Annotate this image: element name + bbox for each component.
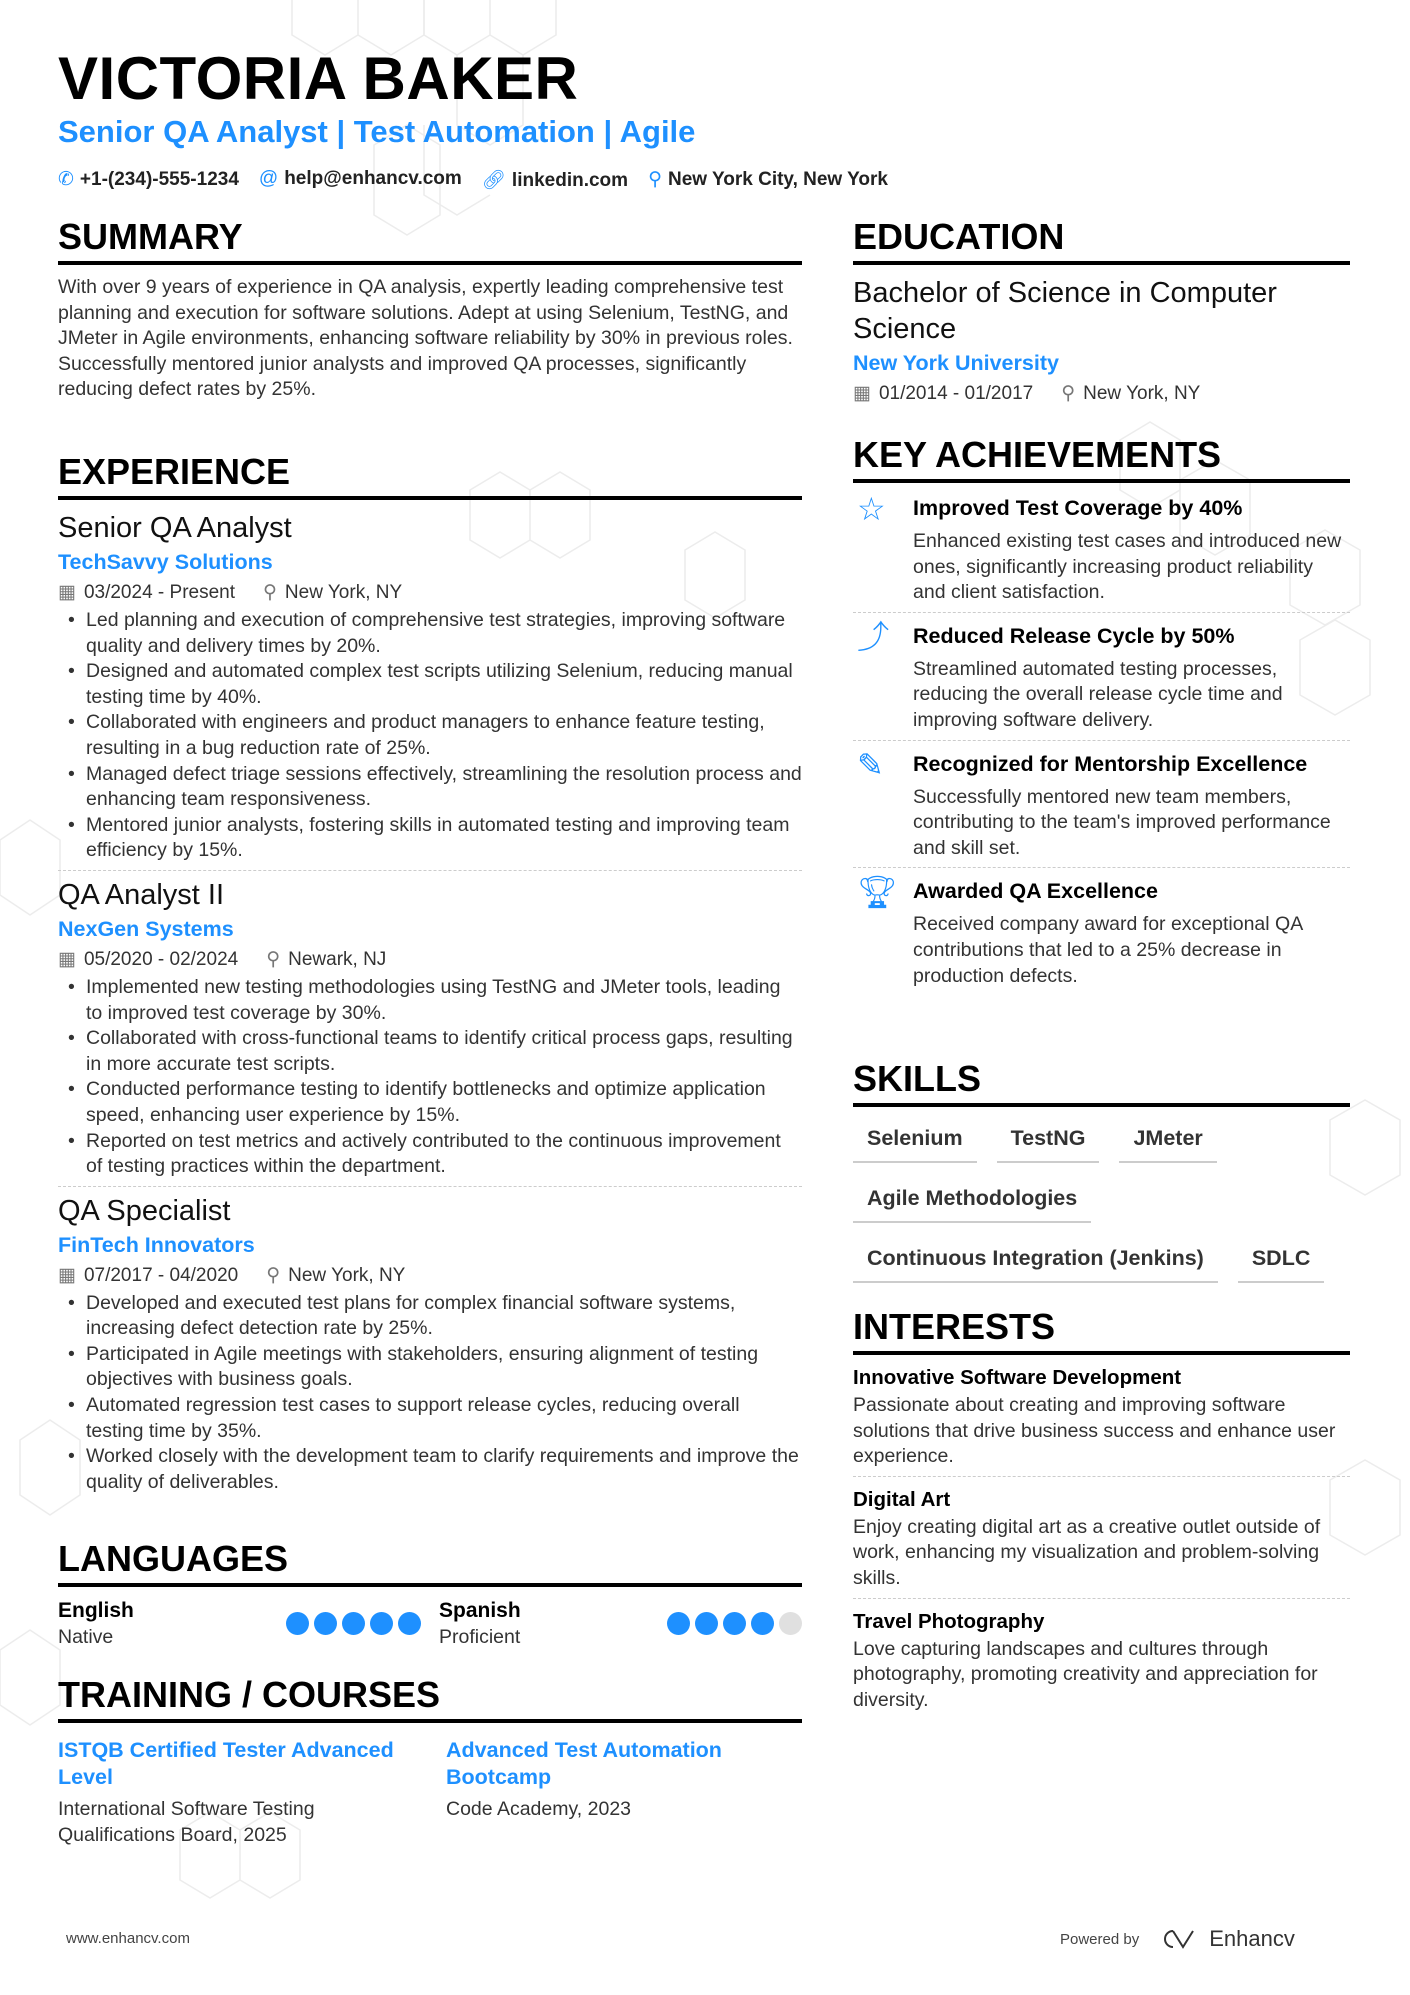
job-bullets (58, 1291, 802, 1496)
bullet-item: • Managed defect triage sessions effectively, streamlining the resolution process and enhancing team responsiveness. (58, 762, 802, 813)
interest-description: Enjoy creating digital art as a creative outlet outside of work, enhancing my visualization and problem-solving skills. (853, 1515, 1321, 1589)
interest-item (853, 1603, 1350, 1720)
language-name: English (58, 1599, 134, 1622)
location-icon: ⚲ (648, 169, 662, 190)
candidate-headline: Senior QA Analyst | Test Automation | Agile (58, 114, 696, 149)
skill-tag: Selenium (853, 1117, 977, 1163)
section-title: EDUCATION (853, 215, 1350, 265)
location-icon: ⚲ (1061, 383, 1076, 404)
section-title: EXPERIENCE (58, 450, 802, 500)
languages-section (58, 1537, 802, 1651)
key-achievements-section (853, 433, 1350, 995)
bullet-item: • Reported on test metrics and actively contributed to the continuous improvement of testing practices within the department. (58, 1129, 802, 1180)
job-dates (58, 945, 238, 975)
summary-text: With over 9 years of experience in QA analysis, expertly leading comprehensive test planning and execution for software solutions. Adept at using Selenium, TestNG, and JMeter in Agile environments, enhancing software reliability by 30% in previous roles. Successfully mentored junior analysts and improved QA processes, significantly reducing defect rates by 25%. (58, 276, 793, 401)
enhancv-logo[interactable] (1157, 1926, 1295, 1952)
language-item (439, 1597, 802, 1651)
enhancv-logo-icon (1157, 1927, 1201, 1951)
company-name: TechSavvy Solutions (58, 550, 273, 574)
location-text: Newark, NJ (288, 948, 387, 970)
bullet-item: • Collaborated with cross-functional teams to identify critical process gaps, resulting in more accurate test scripts. (58, 1026, 802, 1077)
rating-dot (314, 1612, 337, 1635)
achievement-item (853, 868, 1350, 995)
education-location (1061, 379, 1200, 409)
candidate-name: VICTORIA BAKER (58, 45, 579, 112)
achievement-title: Reduced Release Cycle by 50% (913, 623, 1235, 648)
skills-section (853, 1057, 1350, 1283)
rating-dot (398, 1612, 421, 1635)
bullet-item: • Designed and automated complex test scripts utilizing Selenium, reducing manual testing time by 40%. (58, 659, 802, 710)
bullet-item: • Implemented new testing methodologies using TestNG and JMeter tools, leading to improved test coverage by 30%. (58, 975, 802, 1026)
footer-website[interactable]: www.enhancv.com (66, 1930, 190, 1947)
experience-section (58, 450, 802, 1507)
section-title: LANGUAGES (58, 1537, 802, 1587)
language-item (58, 1597, 421, 1651)
job-dates (58, 578, 235, 608)
bullet-item: • Automated regression test cases to support release cycles, reducing overall testing time by 35%. (58, 1393, 802, 1444)
job-bullets (58, 608, 802, 864)
skill-tag: JMeter (1119, 1117, 1216, 1163)
achievement-item (853, 741, 1350, 869)
job-title: Senior QA Analyst (58, 512, 292, 544)
company-name: FinTech Innovators (58, 1232, 255, 1257)
achievement-title: Improved Test Coverage by 40% (913, 496, 1243, 520)
course-name: ISTQB Certified Tester Advanced Level (58, 1738, 394, 1789)
skill-tag: Agile Methodologies (853, 1177, 1091, 1223)
linkedin-text: linkedin.com (511, 170, 629, 191)
powered-by-label: Powered by (1060, 1930, 1140, 1948)
contact-phone[interactable] (58, 168, 239, 192)
job-location (266, 945, 386, 975)
achievement-item (853, 485, 1350, 613)
interest-item (853, 1481, 1350, 1599)
job-location (266, 1261, 405, 1291)
brand-name: Enhancv (1209, 1926, 1295, 1951)
email-text: help@enhancv.com (284, 168, 462, 189)
calendar-icon: ▦ (58, 582, 76, 603)
contact-location (648, 168, 888, 192)
location-icon: ⚲ (266, 948, 281, 970)
bullet-item: • Participated in Agile meetings with stakeholders, ensuring alignment of testing objectives with business goals. (58, 1342, 802, 1393)
bullet-item: • Led planning and execution of comprehensive test strategies, improving software quality and delivery times by 20%. (58, 608, 802, 659)
language-name: Spanish (439, 1599, 521, 1622)
calendar-icon: ▦ (58, 1264, 76, 1286)
job-entry (58, 510, 802, 871)
rating-dot (370, 1612, 393, 1635)
course-item (446, 1737, 796, 1848)
job-entry (58, 877, 802, 1187)
company-name: NexGen Systems (58, 916, 234, 941)
phone-icon: ✆ (58, 169, 74, 190)
contact-linkedin[interactable] (482, 168, 628, 192)
dates-text: 01/2014 - 01/2017 (878, 383, 1034, 404)
at-icon: @ (258, 168, 279, 189)
language-rating (286, 1612, 421, 1635)
skill-tag: TestNG (997, 1117, 1100, 1163)
interest-description: Passionate about creating and improving software solutions that drive business success and enhance user experience. (853, 1394, 1336, 1468)
footer-powered-by (1060, 1926, 1295, 1952)
achievement-description: Streamlined automated testing processes, reducing the overall release cycle time and improving software delivery. (913, 657, 1283, 731)
achievement-description: Received company award for exceptional QA contributions that led to a 25% decrease in production defects. (913, 913, 1303, 987)
location-text: New York, NY (1083, 383, 1201, 404)
course-provider: Code Academy, 2023 (446, 1798, 632, 1820)
education-dates (853, 379, 1033, 409)
rating-dot (751, 1612, 774, 1635)
achievement-description: Successfully mentored new team members, contributing to the team's improved performance and skill set. (913, 785, 1331, 859)
language-level: Proficient (439, 1626, 521, 1648)
job-dates (58, 1261, 238, 1291)
phone-text: +1-(234)-555-1234 (79, 169, 239, 190)
education-section (853, 215, 1350, 409)
bullet-item: • Developed and executed test plans for complex financial software systems, increasing defect detection rate by 25%. (58, 1291, 802, 1342)
course-provider: International Software Testing Qualifications Board, 2025 (58, 1798, 315, 1846)
star-icon: ☆ (857, 491, 886, 527)
degree: Bachelor of Science in Computer Science (853, 277, 1277, 345)
interest-title: Digital Art (853, 1487, 951, 1511)
achievement-title: Recognized for Mentorship Excellence (913, 751, 1308, 776)
bullet-item: • Worked closely with the development team to clarify requirements and improve the quality of deliverables. (58, 1444, 802, 1495)
skill-tag: Continuous Integration (Jenkins) (853, 1237, 1218, 1283)
section-title: SKILLS (853, 1057, 1350, 1107)
location-icon: ⚲ (266, 1264, 281, 1286)
section-title: TRAINING / COURSES (58, 1673, 802, 1723)
course-item (58, 1737, 428, 1848)
interest-item (853, 1359, 1350, 1477)
job-entry (58, 1193, 802, 1502)
dates-text: 07/2017 - 04/2020 (83, 1264, 239, 1286)
bullet-item: • Mentored junior analysts, fostering skills in automated testing and improving team efficiency by 15%. (58, 813, 802, 864)
rating-dot (342, 1612, 365, 1635)
language-rating (667, 1612, 802, 1635)
achievement-item (853, 613, 1350, 741)
section-title: SUMMARY (58, 215, 802, 265)
section-title: INTERESTS (853, 1305, 1350, 1355)
summary-section (58, 215, 802, 403)
contact-info (58, 168, 888, 192)
location-icon: ⚲ (263, 582, 277, 603)
calendar-icon: ▦ (58, 948, 76, 970)
language-level: Native (58, 1626, 114, 1648)
section-title: KEY ACHIEVEMENTS (853, 433, 1350, 483)
course-name: Advanced Test Automation Bootcamp (446, 1738, 722, 1789)
rating-dot (286, 1612, 309, 1635)
location-text: New York, NY (284, 582, 403, 603)
interests-section (853, 1305, 1350, 1723)
dates-text: 05/2020 - 02/2024 (83, 948, 239, 970)
calendar-icon: ▦ (853, 383, 871, 404)
achievement-title: Awarded QA Excellence (913, 879, 1158, 904)
strategy-icon: ⤴ (857, 618, 890, 655)
training-section (58, 1673, 802, 1848)
skill-tag: SDLC (1238, 1237, 1325, 1283)
rating-dot (667, 1612, 690, 1635)
rating-dot (723, 1612, 746, 1635)
trophy-icon: 🏆︎ (857, 874, 898, 911)
link-icon: 🔗︎ (481, 170, 506, 191)
job-title: QA Specialist (58, 1194, 231, 1227)
contact-email[interactable] (259, 168, 462, 192)
location-text: New York, NY (288, 1264, 406, 1286)
bullet-item: • Conducted performance testing to identify bottlenecks and optimize application speed, enhancing user experience by 15%. (58, 1077, 802, 1128)
job-location (263, 578, 402, 608)
magic-wand-icon: ✎ (857, 746, 884, 783)
rating-dot (779, 1612, 802, 1635)
job-title: QA Analyst II (58, 878, 225, 911)
job-bullets (58, 975, 802, 1180)
location-text: New York City, New York (667, 169, 888, 190)
rating-dot (695, 1612, 718, 1635)
bullet-item: • Collaborated with engineers and product managers to enhance feature testing, resulting in a bug reduction rate of 25%. (58, 710, 802, 761)
dates-text: 03/2024 - Present (83, 582, 235, 603)
interest-title: Innovative Software Development (853, 1366, 1182, 1389)
interest-description: Love capturing landscapes and cultures through photography, promoting creativity and appreciation for diversity. (853, 1637, 1318, 1711)
school-name: New York University (853, 351, 1059, 375)
interest-title: Travel Photography (853, 1609, 1045, 1633)
achievement-description: Enhanced existing test cases and introduced new ones, significantly increasing product reliability and client satisfaction. (913, 530, 1342, 604)
